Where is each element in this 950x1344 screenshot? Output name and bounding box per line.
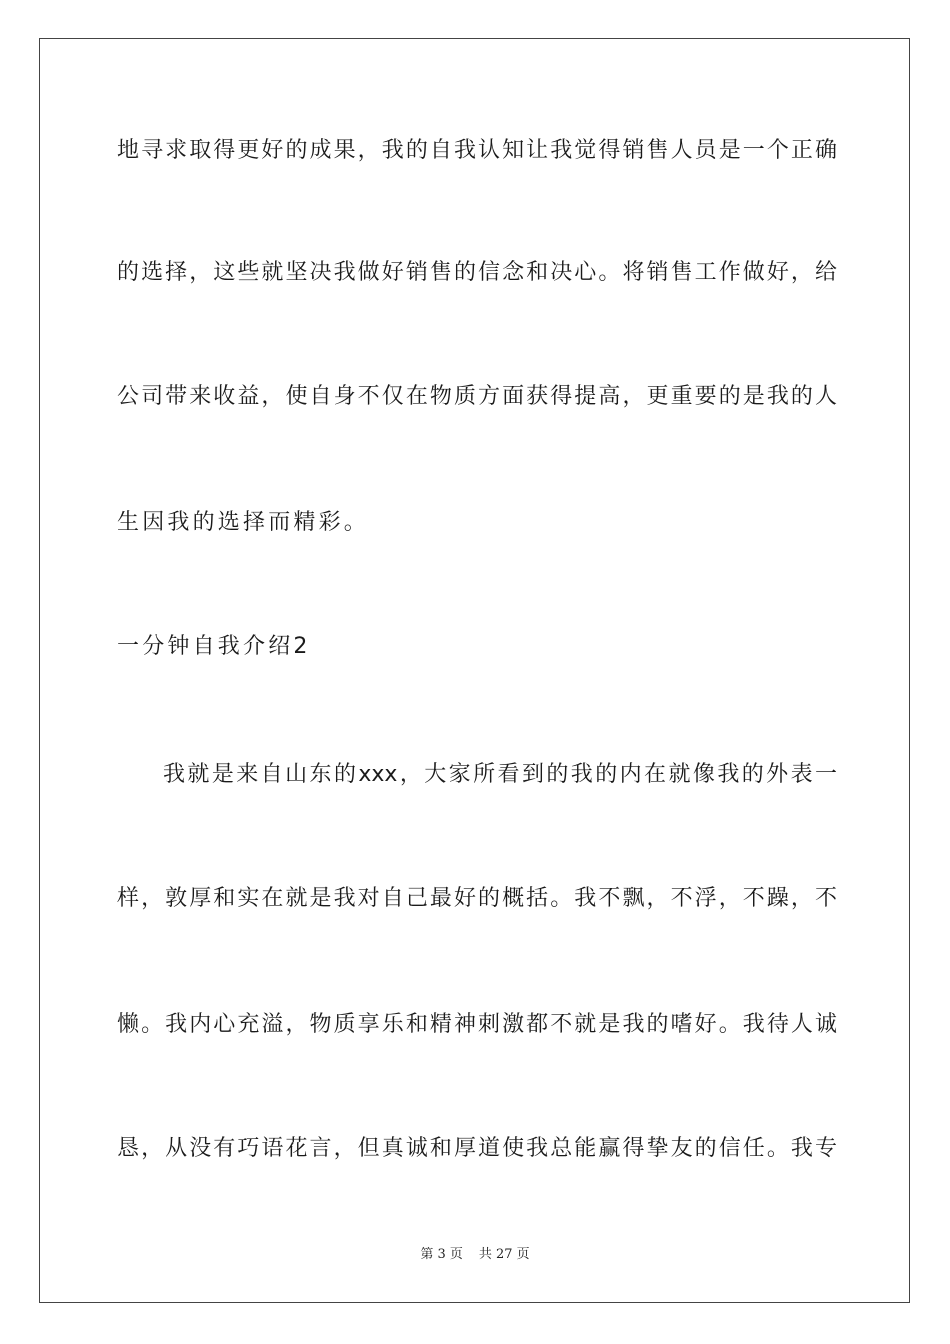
page-frame (39, 38, 910, 1303)
page-total: 共 27 页 (478, 1247, 530, 1262)
page-number: 第 3 页 (420, 1247, 463, 1262)
paragraph-line: 样，敦厚和实在就是我对自己最好的概括。我不飘，不浮，不躁，不 (117, 886, 837, 911)
section-heading: 一分钟自我介绍2 (117, 634, 311, 659)
paragraph-line: 生因我的选择而精彩。 (117, 510, 370, 535)
paragraph-line: 地寻求取得更好的成果，我的自我认知让我觉得销售人员是一个正确 (117, 138, 837, 163)
paragraph-line: 公司带来收益，使自身不仅在物质方面获得提高，更重要的是我的人 (117, 384, 837, 409)
paragraph-line: 我就是来自山东的xxx，大家所看到的我的内在就像我的外表一 (163, 762, 837, 787)
paragraph-line: 恳，从没有巧语花言，但真诚和厚道使我总能赢得挚友的信任。我专 (117, 1136, 837, 1161)
paragraph-line: 的选择，这些就坚决我做好销售的信念和决心。将销售工作做好，给 (117, 260, 837, 285)
paragraph-line: 懒。我内心充溢，物质享乐和精神刺激都不就是我的嗜好。我待人诚 (117, 1012, 837, 1037)
page-footer (0, 1246, 950, 1264)
